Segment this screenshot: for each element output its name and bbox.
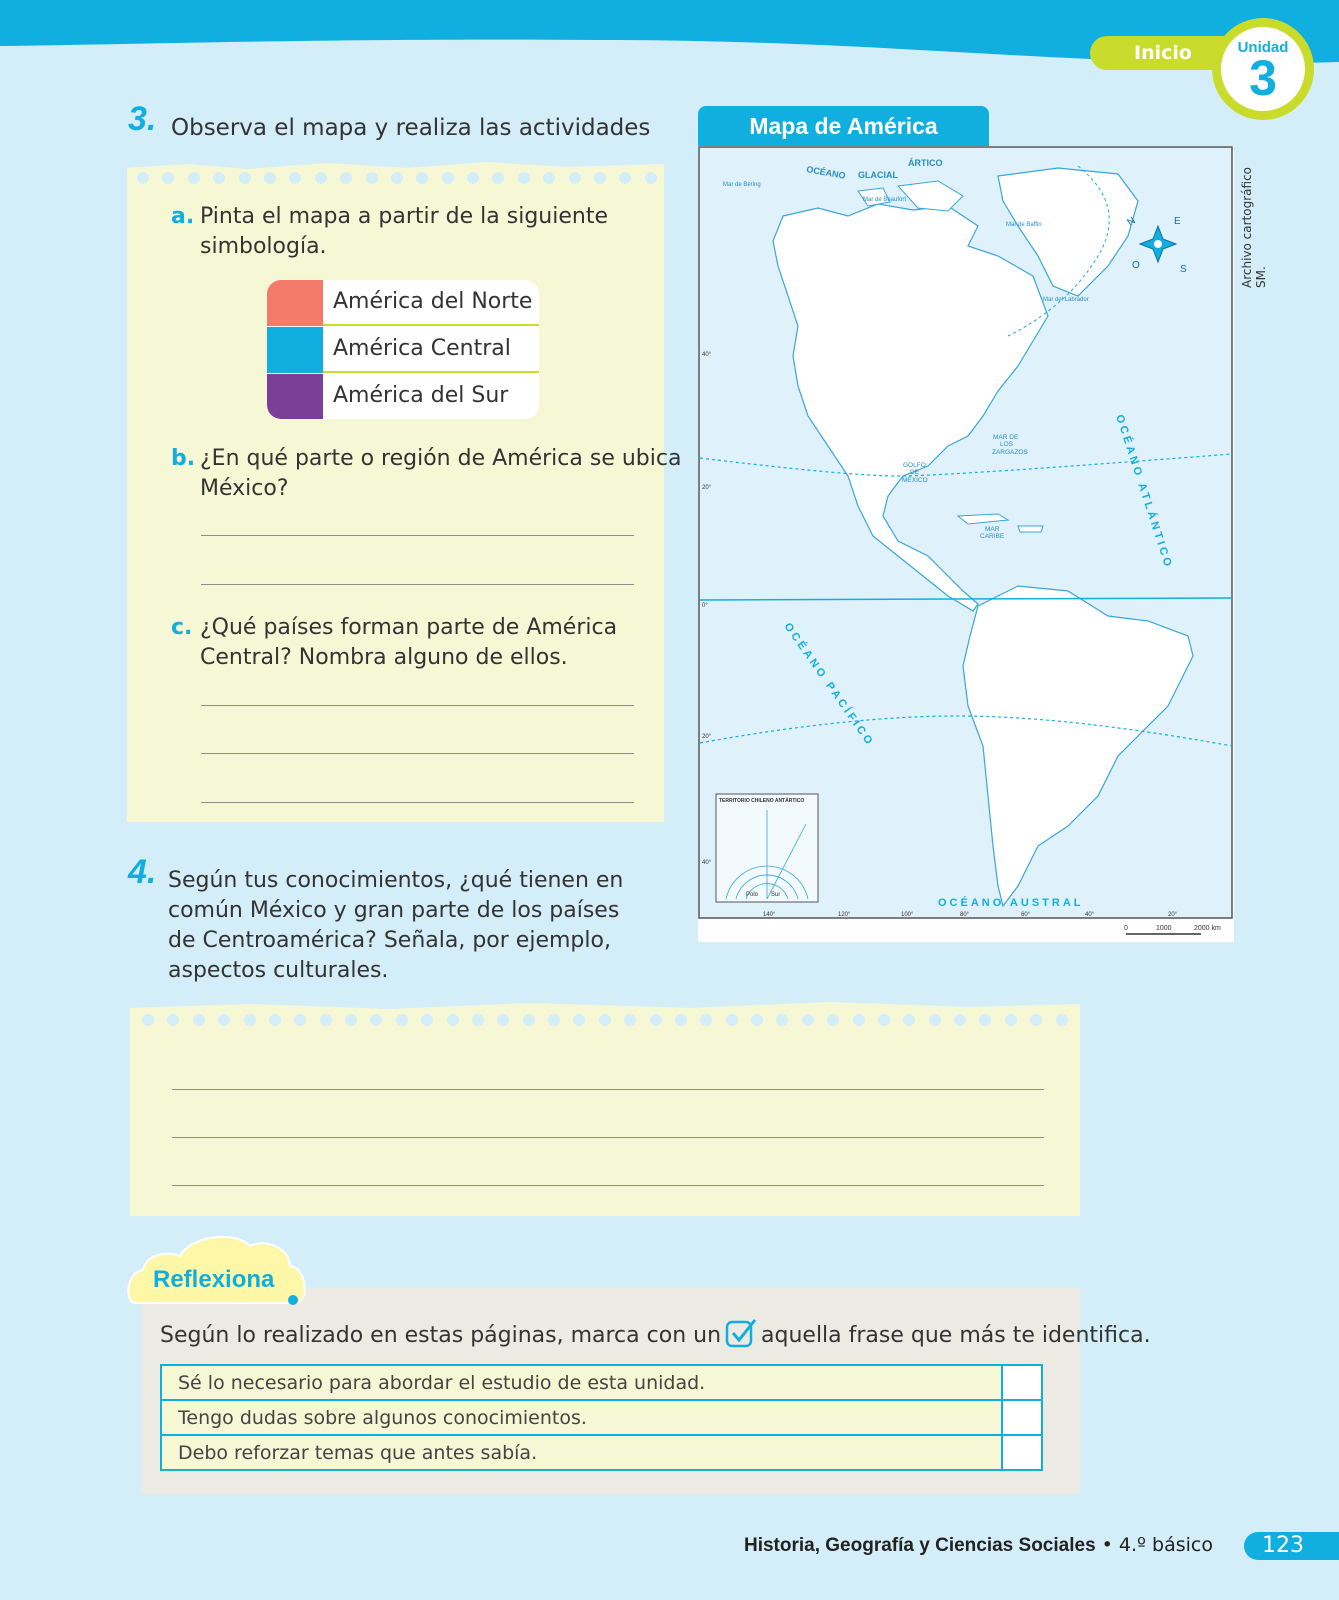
scale-bar (1124, 925, 1221, 934)
legend-row-sur (267, 374, 539, 419)
svg-text:20°: 20° (1168, 912, 1178, 918)
legend-row-norte (267, 280, 539, 326)
checkbox-check-icon (725, 1318, 757, 1348)
label-baffin: Mar de Baffin (1006, 222, 1042, 228)
label-beaufort: Mar de Beaufort (863, 197, 907, 203)
legend-swatch-sur (267, 374, 323, 419)
footer-grade: • 4.º básico (1095, 1534, 1213, 1556)
svg-text:MÉXICO: MÉXICO (902, 477, 928, 484)
svg-text:CARIBE: CARIBE (980, 533, 1005, 540)
answer-line-4a[interactable] (172, 1089, 1044, 1090)
svg-text:S: S (1180, 264, 1187, 275)
map-legend (267, 280, 539, 419)
item-b-line2: México? (200, 476, 289, 501)
table-row (161, 1400, 1042, 1435)
legend-swatch-central (267, 327, 323, 373)
statement-text: Sé lo necesario para abordar el estudio de esta unidad. (161, 1365, 1002, 1400)
svg-text:0°: 0° (702, 603, 708, 609)
question-4-prompt (168, 866, 623, 986)
answer-line-c2[interactable] (201, 753, 634, 754)
label-bering: Mar de Bering (723, 182, 761, 188)
table-row (161, 1365, 1042, 1400)
svg-text:E: E (1174, 216, 1181, 227)
question-4-line: aspectos culturales. (168, 958, 389, 983)
antarctic-inset (716, 794, 818, 902)
svg-text:80°: 80° (960, 912, 970, 918)
svg-text:0: 0 (1124, 925, 1128, 932)
svg-text:100°: 100° (901, 912, 914, 918)
question-4-line: común México y gran parte de los países (168, 898, 620, 923)
answer-line-4b[interactable] (172, 1137, 1044, 1138)
svg-text:TERRITORIO CHILENO ANTÁRTICO: TERRITORIO CHILENO ANTÁRTICO (719, 798, 805, 804)
label-labrador: Mar del Labrador (1043, 297, 1089, 303)
statement-text: Debo reforzar temas que antes sabía. (161, 1435, 1002, 1470)
svg-text:ZARGAZOS: ZARGAZOS (992, 449, 1028, 456)
unidad-badge (1212, 18, 1314, 120)
svg-text:40°: 40° (702, 352, 712, 358)
legend-row-central (267, 327, 539, 373)
label-artico: ÁRTICO (908, 158, 943, 168)
unidad-label: Unidad (1237, 39, 1289, 56)
question-4-line: Según tus conocimientos, ¿qué tienen en (168, 868, 624, 893)
question-3-title: Observa el mapa y realiza las actividades (171, 115, 651, 141)
statement-checkbox[interactable] (1002, 1400, 1042, 1435)
svg-text:40°: 40° (702, 860, 712, 866)
question-3-number: 3. (128, 100, 157, 138)
answer-line-c3[interactable] (201, 802, 634, 803)
item-b-letter: b. (171, 446, 196, 471)
question-4-note (130, 1000, 1080, 1216)
svg-text:MAR DE: MAR DE (993, 434, 1019, 441)
item-c-letter: c. (171, 615, 193, 640)
svg-text:N: N (1125, 215, 1138, 229)
item-a-line1: Pinta el mapa a partir de la siguiente (200, 204, 608, 229)
svg-text:DE: DE (910, 469, 920, 476)
legend-swatch-norte (267, 280, 323, 326)
inicio-tab[interactable]: Inicio (1090, 36, 1240, 70)
svg-text:Polo: Polo (746, 892, 759, 898)
item-c (171, 613, 617, 673)
unidad-number: 3 (1249, 50, 1277, 106)
label-atlantico: OCÉANO ATLÁNTICO (1113, 413, 1175, 571)
reflexiona-instruction (160, 1318, 1151, 1348)
instruction-post: aquella frase que más te identifica. (761, 1323, 1151, 1348)
label-austral: OCÉANO AUSTRAL (938, 897, 1084, 909)
question-4-number: 4. (128, 853, 157, 891)
svg-text:120°: 120° (838, 912, 851, 918)
item-a-letter: a. (171, 204, 195, 229)
legend-divider (323, 324, 539, 326)
label-pacifico: OCÉANO PACÍFICO (781, 620, 877, 750)
answer-line-b1[interactable] (201, 535, 634, 536)
answer-line-c1[interactable] (201, 705, 634, 706)
legend-label-central: América Central (333, 336, 511, 361)
map-credit: Archivo cartográfico SM. (1240, 166, 1268, 288)
svg-text:GOLFO: GOLFO (903, 462, 926, 469)
statement-checkbox[interactable] (1002, 1365, 1042, 1400)
answer-line-4c[interactable] (172, 1185, 1044, 1186)
label-glacial: GLACIAL (858, 170, 898, 180)
table-row (161, 1435, 1042, 1470)
reflexiona-title: Reflexiona (153, 1266, 275, 1293)
item-a (171, 202, 608, 262)
item-c-line2: Central? Nombra alguno de ellos. (200, 645, 568, 670)
svg-text:40°: 40° (1085, 912, 1095, 918)
page-number: 123 (1244, 1532, 1339, 1560)
svg-text:LOS: LOS (1000, 441, 1014, 448)
svg-text:O: O (1132, 260, 1140, 271)
instruction-pre: Según lo realizado en estas páginas, marca con un (160, 1323, 722, 1348)
item-b (171, 444, 681, 504)
svg-text:20°: 20° (702, 485, 712, 491)
svg-text:2000 km: 2000 km (1194, 925, 1221, 932)
reflexiona-table (160, 1364, 1043, 1471)
svg-text:20°: 20° (702, 734, 712, 740)
question-4-line: de Centroamérica? Señala, por ejemplo, (168, 928, 611, 953)
svg-text:Sur: Sur (771, 892, 781, 898)
svg-text:140°: 140° (763, 912, 776, 918)
map-title: Mapa de América (698, 106, 989, 146)
legend-divider (323, 371, 539, 373)
legend-label-norte: América del Norte (333, 289, 533, 314)
footer-subject (744, 1534, 1213, 1557)
statement-text: Tengo dudas sobre algunos conocimientos. (161, 1400, 1002, 1435)
svg-text:MAR: MAR (985, 526, 1000, 533)
america-map (698, 146, 1234, 942)
footer-subject-name: Historia, Geografía y Ciencias Sociales (743, 1535, 1096, 1556)
legend-label-sur: América del Sur (333, 383, 509, 408)
item-c-line1: ¿Qué países forman parte de América (200, 615, 618, 640)
item-a-line2: simbología. (200, 234, 327, 259)
answer-line-b2[interactable] (201, 584, 634, 585)
statement-checkbox[interactable] (1002, 1435, 1042, 1470)
item-b-line1: ¿En qué parte o región de América se ubica (200, 446, 682, 471)
svg-text:60°: 60° (1021, 912, 1031, 918)
svg-text:1000: 1000 (1156, 925, 1172, 932)
label-oceano: OCÉANO (805, 164, 847, 181)
